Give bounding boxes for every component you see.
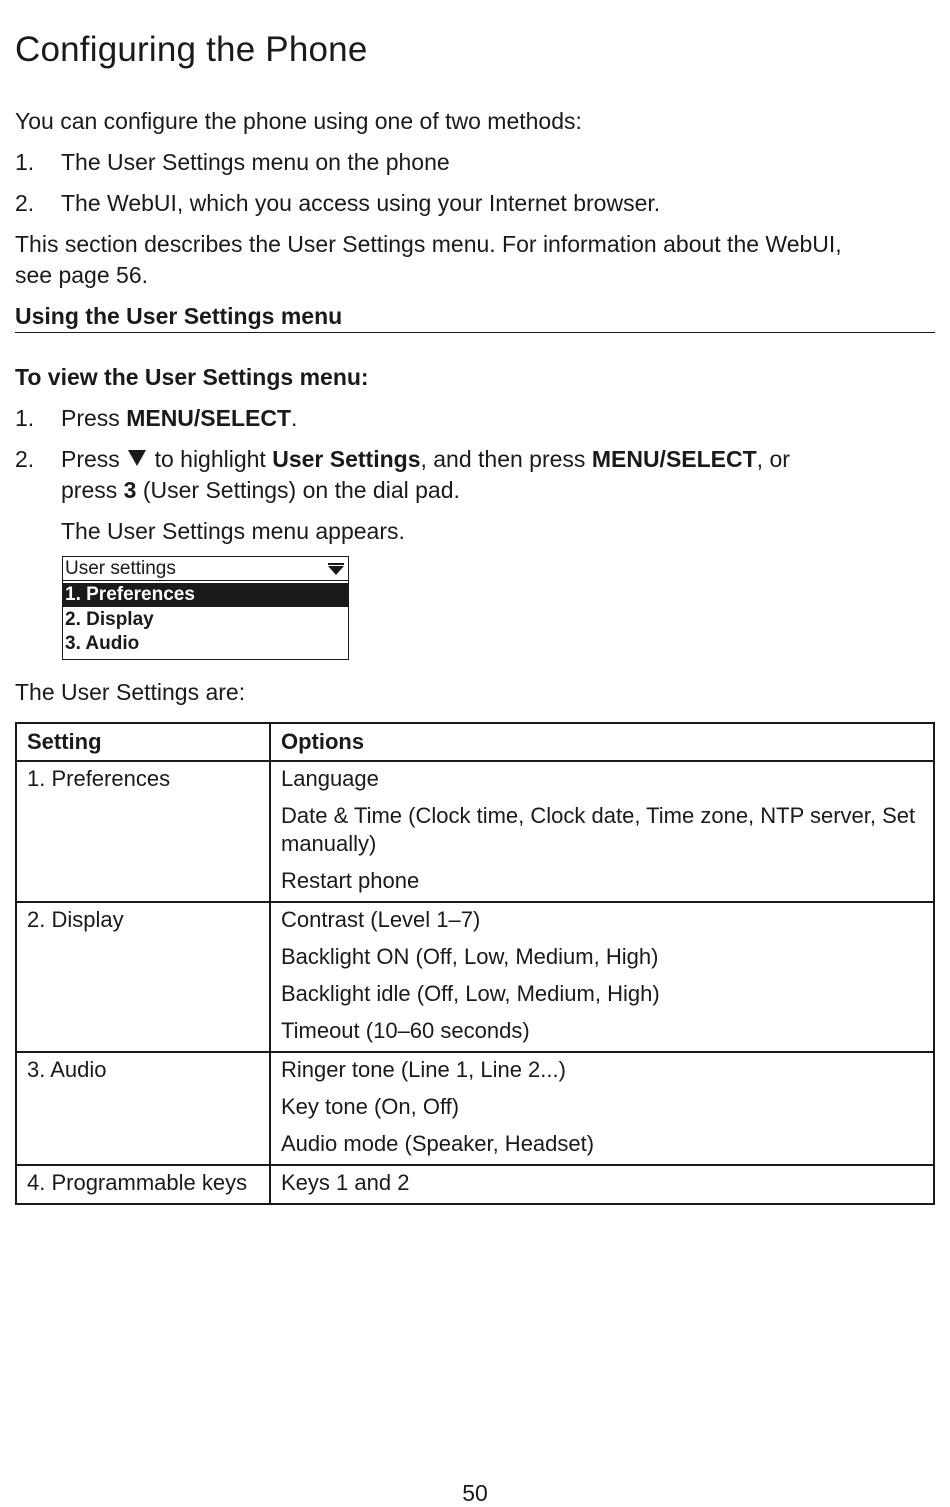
option-item: Key tone (On, Off) xyxy=(281,1094,460,1119)
setting-name: 2. Display xyxy=(16,902,270,1052)
section-description: This section describes the User Settings menu. For information about the WebUI, xyxy=(15,231,842,257)
step-text: press xyxy=(61,477,124,503)
screen-item: 2. Display xyxy=(65,609,154,630)
option-item: Ringer tone (Line 1, Line 2...) xyxy=(281,1057,566,1082)
table-header-row xyxy=(16,723,934,761)
setting-name: 3. Audio xyxy=(16,1052,270,1165)
step-2-result: The User Settings menu appears. xyxy=(61,518,405,544)
step-2 xyxy=(61,444,790,475)
step-text: , and then press xyxy=(420,446,592,472)
menu-label: User Settings xyxy=(272,446,421,472)
screen-item-selected: 1. Preferences xyxy=(63,583,348,607)
phone-screen-illustration xyxy=(62,556,349,660)
settings-table xyxy=(15,722,935,1205)
intro-text: You can configure the phone using one of two methods: xyxy=(15,108,582,134)
key-label: MENU/SELECT xyxy=(126,405,292,431)
table-header: Setting xyxy=(16,723,270,761)
screen-header xyxy=(63,557,348,581)
step-number: 1. xyxy=(15,405,35,431)
options-cell xyxy=(270,761,934,902)
step-text: to highlight xyxy=(148,446,273,472)
screen-header-label: User settings xyxy=(65,558,176,579)
procedure-heading: To view the User Settings menu: xyxy=(15,364,369,390)
table-header: Options xyxy=(270,723,934,761)
step-number: 2. xyxy=(15,446,35,472)
table-row xyxy=(16,1052,934,1165)
step-text: . xyxy=(291,405,298,431)
option-item: Timeout (10–60 seconds) xyxy=(281,1018,530,1043)
table-row xyxy=(16,1165,934,1204)
subheading-rule xyxy=(15,332,935,333)
option-item: Contrast (Level 1–7) xyxy=(281,907,481,932)
step-text: Press xyxy=(61,446,127,472)
options-cell xyxy=(270,902,934,1052)
option-item: Language xyxy=(281,766,379,791)
key-label: 3 xyxy=(123,477,137,503)
option-item: Restart phone xyxy=(281,868,420,893)
step-text: Press xyxy=(61,405,127,431)
page-number: 50 xyxy=(462,1480,488,1506)
option-item: Date & Time (Clock time, Clock date, Time zone, NTP server, Set manually) xyxy=(281,803,916,856)
setting-name: 4. Programmable keys xyxy=(16,1165,270,1204)
subheading: Using the User Settings menu xyxy=(15,303,343,329)
option-item: Audio mode (Speaker, Headset) xyxy=(281,1131,595,1156)
table-row xyxy=(16,902,934,1052)
setting-name: 1. Preferences xyxy=(16,761,270,902)
options-cell xyxy=(270,1052,934,1165)
step-text: (User Settings) on the dial pad. xyxy=(136,477,460,503)
step-text: , or xyxy=(756,446,790,472)
screen-item: 3. Audio xyxy=(65,633,140,654)
section-description-cont: see page 56. xyxy=(15,262,149,288)
options-cell xyxy=(270,1165,934,1204)
option-item: Backlight idle (Off, Low, Medium, High) xyxy=(281,981,660,1006)
step-1 xyxy=(61,403,297,434)
method-item: The WebUI, which you access using your Internet browser. xyxy=(61,190,661,216)
scroll-down-icon xyxy=(328,566,344,575)
option-item: Backlight ON (Off, Low, Medium, High) xyxy=(281,944,659,969)
option-item: Keys 1 and 2 xyxy=(281,1170,410,1195)
method-number: 1. xyxy=(15,149,35,175)
step-2-cont xyxy=(61,475,460,506)
table-row xyxy=(16,761,934,902)
down-arrow-icon xyxy=(128,450,146,466)
method-item: The User Settings menu on the phone xyxy=(61,149,450,175)
table-intro: The User Settings are: xyxy=(15,679,246,705)
method-number: 2. xyxy=(15,190,35,216)
page-title: Configuring the Phone xyxy=(15,30,368,69)
key-label: MENU/SELECT xyxy=(591,446,757,472)
